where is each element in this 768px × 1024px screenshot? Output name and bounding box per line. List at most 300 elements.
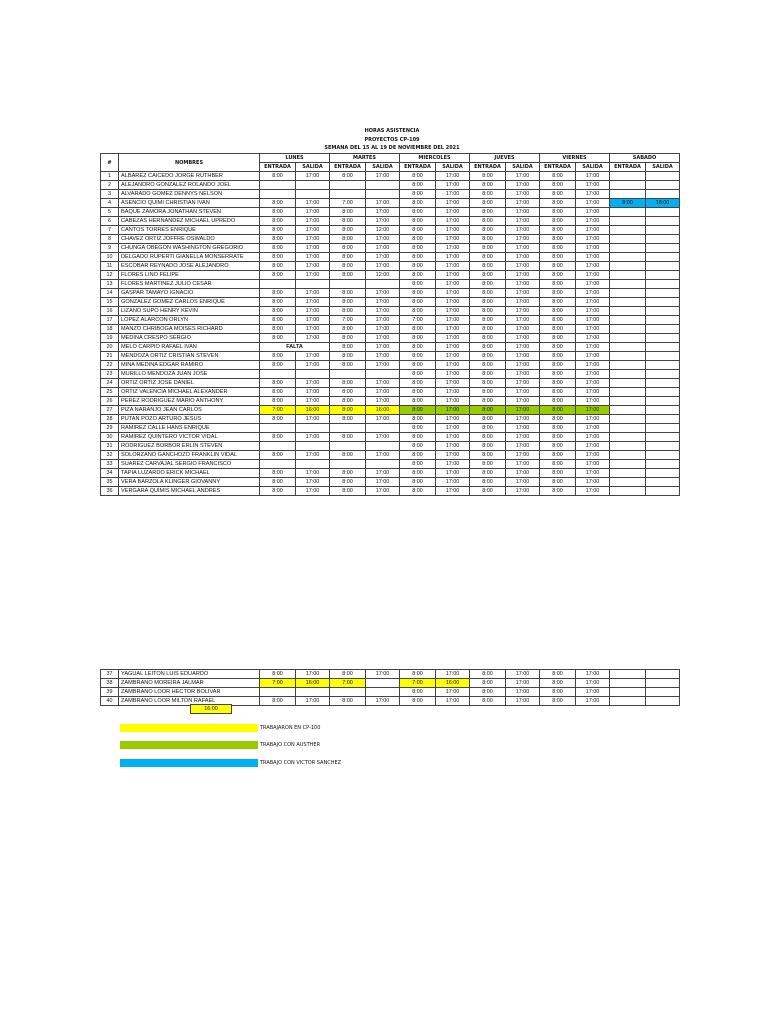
row-number: 9 — [101, 244, 119, 253]
salida-cell: 17:00 — [366, 253, 400, 262]
row-number: 20 — [101, 343, 119, 352]
salida-cell: 17:00 — [366, 208, 400, 217]
salida-cell: 17:00 — [436, 208, 470, 217]
salida-cell: 17:00 — [506, 679, 540, 688]
entrada-cell — [610, 262, 646, 271]
entrada-cell: 8:00 — [400, 442, 436, 451]
salida-cell: 17:00 — [436, 670, 470, 679]
entrada-cell: 8:00 — [470, 289, 506, 298]
table-row — [101, 451, 680, 460]
entrada-cell: 8:00 — [260, 388, 296, 397]
salida-cell: 17:00 — [296, 487, 330, 496]
salida-cell: 17:00 — [506, 442, 540, 451]
salida-cell: 17:00 — [436, 253, 470, 262]
row-number: 16 — [101, 307, 119, 316]
entrada-header: ENTRADA — [540, 163, 576, 172]
entrada-cell: 8:00 — [400, 487, 436, 496]
salida-cell: 17:00 — [576, 316, 610, 325]
entrada-cell: 8:00 — [260, 172, 296, 181]
entrada-cell: 8:00 — [330, 388, 366, 397]
employee-name: LIZANO SUPO HENRY KEVIN — [119, 307, 260, 316]
salida-cell: 17:00 — [436, 262, 470, 271]
salida-cell: 18:00 — [646, 199, 680, 208]
salida-cell: 17:00 — [576, 343, 610, 352]
table-row — [101, 190, 680, 199]
salida-cell: 17:00 — [576, 388, 610, 397]
salida-cell: 17:00 — [436, 397, 470, 406]
salida-cell: 17:00 — [436, 289, 470, 298]
row-number: 1 — [101, 172, 119, 181]
table-row — [101, 397, 680, 406]
salida-header: SALIDA — [366, 163, 400, 172]
employee-name: ZAMBRANO MOREIRA JALMAR — [119, 679, 260, 688]
entrada-cell: 8:00 — [540, 433, 576, 442]
table-row — [101, 679, 680, 688]
entrada-cell: 8:00 — [470, 478, 506, 487]
entrada-cell — [610, 235, 646, 244]
entrada-cell: 8:00 — [400, 451, 436, 460]
salida-cell — [646, 478, 680, 487]
attendance-table-continued — [100, 669, 680, 706]
salida-cell: 17:00 — [576, 670, 610, 679]
salida-cell — [366, 688, 400, 697]
table-row — [101, 262, 680, 271]
table-row — [101, 199, 680, 208]
employee-name: VERA BARZOLA KLINGER GIOVANNY — [119, 478, 260, 487]
salida-cell: 17:00 — [506, 424, 540, 433]
salida-cell: 17:00 — [506, 487, 540, 496]
salida-cell: 17:00 — [366, 172, 400, 181]
week-title: SEMANA DEL 15 AL 19 DE NOVIEMBRE DEL 2021 — [324, 145, 460, 151]
entrada-cell: 8:00 — [540, 235, 576, 244]
entrada-cell — [610, 298, 646, 307]
salida-cell: 17:00 — [436, 325, 470, 334]
salida-cell — [646, 280, 680, 289]
salida-cell — [366, 190, 400, 199]
salida-cell — [366, 460, 400, 469]
employee-name: DELGADO RUPERTI GIANELLA MONSERRATE — [119, 253, 260, 262]
salida-cell: 17:00 — [506, 226, 540, 235]
salida-cell — [646, 343, 680, 352]
attendance-table — [100, 153, 680, 496]
salida-cell: 17:00 — [296, 478, 330, 487]
salida-cell: 17:00 — [436, 271, 470, 280]
salida-cell: 17:00 — [436, 217, 470, 226]
entrada-cell: 8:00 — [260, 451, 296, 460]
salida-cell: 17:00 — [506, 352, 540, 361]
salida-cell — [646, 244, 680, 253]
entrada-cell: 8:00 — [470, 316, 506, 325]
salida-cell — [296, 688, 330, 697]
salida-cell: 17:00 — [576, 688, 610, 697]
entrada-cell: 8:00 — [330, 325, 366, 334]
table-row — [101, 487, 680, 496]
salida-cell: 17:00 — [436, 451, 470, 460]
entrada-cell: 8:00 — [470, 172, 506, 181]
entrada-cell: 8:00 — [330, 487, 366, 496]
table-row — [101, 406, 680, 415]
entrada-cell: 8:00 — [260, 289, 296, 298]
salida-cell: 17:00 — [576, 217, 610, 226]
entrada-cell: 8:00 — [540, 370, 576, 379]
employee-name: MENDOZA ORTIZ CRISTIAN STEVEN — [119, 352, 260, 361]
salida-cell: 17:00 — [436, 181, 470, 190]
entrada-cell: 8:00 — [470, 262, 506, 271]
salida-cell — [646, 451, 680, 460]
row-number: 28 — [101, 415, 119, 424]
entrada-cell: 8:00 — [470, 670, 506, 679]
table-row — [101, 181, 680, 190]
salida-cell: 17:00 — [576, 262, 610, 271]
entrada-cell — [260, 688, 296, 697]
row-number: 3 — [101, 190, 119, 199]
entrada-cell: 8:00 — [400, 469, 436, 478]
salida-cell: 17:00 — [576, 370, 610, 379]
employee-name: ALEJANDRO GONZALEZ ROLANDO JOEL — [119, 181, 260, 190]
salida-cell: 17:00 — [366, 388, 400, 397]
entrada-cell: 8:00 — [540, 226, 576, 235]
salida-cell: 17:00 — [576, 406, 610, 415]
entrada-cell — [330, 370, 366, 379]
row-number: 8 — [101, 235, 119, 244]
entrada-cell: 8:00 — [540, 307, 576, 316]
salida-cell: 17:00 — [506, 289, 540, 298]
entrada-header: ENTRADA — [260, 163, 296, 172]
salida-cell: 17:00 — [366, 478, 400, 487]
salida-cell — [646, 460, 680, 469]
entrada-header: ENTRADA — [610, 163, 646, 172]
salida-cell — [646, 172, 680, 181]
salida-cell: 17:00 — [506, 208, 540, 217]
entrada-cell — [610, 244, 646, 253]
salida-cell — [296, 424, 330, 433]
salida-cell: 17:00 — [436, 172, 470, 181]
employee-name: TAPIA LUZARDO ERICK MICHAEL — [119, 469, 260, 478]
salida-cell: 17:00 — [366, 298, 400, 307]
salida-cell: 17:00 — [576, 361, 610, 370]
entrada-cell: 7:00 — [260, 679, 296, 688]
salida-cell: 17:00 — [576, 379, 610, 388]
salida-cell: 17:00 — [436, 697, 470, 706]
entrada-cell — [610, 406, 646, 415]
salida-cell: 17:00 — [506, 460, 540, 469]
entrada-cell: 8:00 — [260, 226, 296, 235]
table-row — [101, 460, 680, 469]
entrada-cell: 8:00 — [540, 280, 576, 289]
entrada-cell — [610, 253, 646, 262]
table-row — [101, 343, 680, 352]
entrada-cell: 8:00 — [470, 697, 506, 706]
salida-cell: 17:00 — [506, 697, 540, 706]
row-number: 33 — [101, 460, 119, 469]
salida-cell: 17:00 — [576, 487, 610, 496]
entrada-cell: 8:00 — [330, 343, 366, 352]
salida-cell — [646, 208, 680, 217]
entrada-cell — [610, 271, 646, 280]
employee-name: BAQUE ZAMORA JONATHAN STEVEN — [119, 208, 260, 217]
salida-cell: 17:00 — [366, 397, 400, 406]
salida-cell: 17:00 — [296, 697, 330, 706]
employee-name: PUTAN POZO ARTURO JESUS — [119, 415, 260, 424]
entrada-cell: 8:00 — [400, 688, 436, 697]
salida-cell: 17:00 — [506, 244, 540, 253]
legend-label-yellow: TRABAJARON EN CP-100 — [260, 725, 321, 731]
entrada-cell: 8:00 — [400, 253, 436, 262]
salida-cell — [646, 397, 680, 406]
entrada-cell — [610, 334, 646, 343]
salida-cell: 17:00 — [506, 478, 540, 487]
entrada-cell: 8:00 — [470, 253, 506, 262]
entrada-cell: 8:00 — [540, 244, 576, 253]
entrada-cell: 8:00 — [260, 199, 296, 208]
entrada-cell: 8:00 — [260, 208, 296, 217]
entrada-cell: 8:00 — [540, 487, 576, 496]
employee-name: MELO CARPIO RAFAEL IVAN — [119, 343, 260, 352]
salida-cell: 17:00 — [506, 343, 540, 352]
entrada-cell: 8:00 — [260, 298, 296, 307]
salida-cell — [646, 433, 680, 442]
employee-name: ALBAREZ CAICEDO JORGE RUTHBER — [119, 172, 260, 181]
salida-cell: 17:00 — [296, 469, 330, 478]
salida-cell: 16:00 — [296, 679, 330, 688]
salida-cell: 17:00 — [296, 298, 330, 307]
salida-cell: 17:00 — [296, 433, 330, 442]
salida-cell: 17:00 — [506, 235, 540, 244]
row-number: 37 — [101, 670, 119, 679]
entrada-cell: 8:00 — [330, 289, 366, 298]
entrada-cell: 8:00 — [470, 379, 506, 388]
entrada-cell: 8:00 — [540, 208, 576, 217]
entrada-cell — [260, 442, 296, 451]
salida-cell — [646, 469, 680, 478]
salida-cell — [646, 190, 680, 199]
entrada-cell: 8:00 — [400, 298, 436, 307]
salida-cell: 17:00 — [576, 244, 610, 253]
entrada-cell — [610, 370, 646, 379]
salida-cell — [646, 415, 680, 424]
day-header-martes: MARTES — [330, 154, 400, 163]
table-row — [101, 370, 680, 379]
salida-cell: 17:00 — [576, 190, 610, 199]
salida-cell — [646, 325, 680, 334]
salida-cell — [646, 406, 680, 415]
salida-cell: 17:00 — [296, 334, 330, 343]
entrada-cell: 8:00 — [540, 679, 576, 688]
employee-name: CANTOS TORRES ENRIQUE — [119, 226, 260, 235]
salida-cell: 17:00 — [296, 271, 330, 280]
entrada-cell: 8:00 — [470, 325, 506, 334]
entrada-cell: 8:00 — [540, 172, 576, 181]
entrada-cell: 7:00 — [260, 406, 296, 415]
row-number: 38 — [101, 679, 119, 688]
absence-cell: FALTA — [260, 343, 330, 352]
entrada-cell: 8:00 — [400, 388, 436, 397]
entrada-cell: 8:00 — [330, 262, 366, 271]
entrada-cell: 8:00 — [470, 415, 506, 424]
table-row — [101, 271, 680, 280]
salida-cell: 17:00 — [506, 397, 540, 406]
salida-cell: 17:00 — [436, 370, 470, 379]
entrada-cell: 8:00 — [400, 172, 436, 181]
entrada-cell: 8:00 — [470, 280, 506, 289]
salida-cell: 17:00 — [576, 208, 610, 217]
salida-cell: 17:00 — [576, 424, 610, 433]
salida-cell — [366, 181, 400, 190]
salida-header: SALIDA — [436, 163, 470, 172]
salida-header: SALIDA — [296, 163, 330, 172]
entrada-cell: 8:00 — [540, 289, 576, 298]
salida-cell: 17:00 — [296, 208, 330, 217]
entrada-cell — [610, 415, 646, 424]
salida-cell: 17:00 — [506, 361, 540, 370]
row-number: 23 — [101, 370, 119, 379]
row-number: 25 — [101, 388, 119, 397]
entrada-cell: 7:00 — [400, 316, 436, 325]
entrada-cell — [330, 442, 366, 451]
entrada-cell: 8:00 — [540, 388, 576, 397]
col-num-header: # — [101, 154, 119, 172]
day-header-miercoles: MIERCOLES — [400, 154, 470, 163]
legend-label-blue: TRABAJO CON VICTOR SANCHEZ — [260, 760, 342, 766]
salida-cell: 17:00 — [296, 397, 330, 406]
employee-name: GASPAR TAMAYO IGNACIO — [119, 289, 260, 298]
entrada-cell: 8:00 — [540, 688, 576, 697]
salida-cell — [646, 226, 680, 235]
entrada-cell: 8:00 — [470, 451, 506, 460]
salida-cell: 17:00 — [506, 316, 540, 325]
row-number: 24 — [101, 379, 119, 388]
salida-cell: 17:00 — [296, 670, 330, 679]
entrada-cell: 8:00 — [330, 433, 366, 442]
entrada-cell: 8:00 — [400, 424, 436, 433]
employee-name: MANZO CHRIBOGA MOISES RICHARD — [119, 325, 260, 334]
employee-name: ORTIZ ORTIZ JOSE DANIEL — [119, 379, 260, 388]
entrada-cell: 8:00 — [330, 235, 366, 244]
salida-cell — [646, 361, 680, 370]
entrada-cell: 8:00 — [400, 226, 436, 235]
salida-cell: 17:00 — [436, 688, 470, 697]
salida-cell: 17:00 — [576, 226, 610, 235]
salida-cell: 17:00 — [506, 415, 540, 424]
entrada-cell — [610, 478, 646, 487]
entrada-cell: 8:00 — [470, 442, 506, 451]
entrada-cell: 8:00 — [540, 316, 576, 325]
salida-cell: 17:00 — [506, 433, 540, 442]
entrada-cell: 8:00 — [470, 334, 506, 343]
entrada-cell: 8:00 — [540, 325, 576, 334]
entrada-cell: 8:00 — [540, 253, 576, 262]
row-number: 22 — [101, 361, 119, 370]
employee-name: FLORES LINO FELIPE — [119, 271, 260, 280]
salida-cell: 17:00 — [436, 478, 470, 487]
table-row — [101, 244, 680, 253]
legend-swatch-blue — [120, 759, 258, 767]
entrada-cell: 8:00 — [400, 190, 436, 199]
salida-cell: 17:00 — [366, 199, 400, 208]
row-number: 7 — [101, 226, 119, 235]
table-row — [101, 316, 680, 325]
entrada-cell — [610, 451, 646, 460]
salida-cell — [646, 298, 680, 307]
entrada-cell: 7:00 — [330, 316, 366, 325]
salida-cell: 17:00 — [576, 253, 610, 262]
employee-name: ASENCIO QUIMI CHRISTIAN IVAN — [119, 199, 260, 208]
salida-cell: 17:00 — [436, 388, 470, 397]
entrada-cell — [610, 397, 646, 406]
entrada-cell: 8:00 — [400, 307, 436, 316]
salida-cell: 17:00 — [436, 424, 470, 433]
entrada-cell: 8:00 — [330, 478, 366, 487]
salida-cell: 17:00 — [436, 460, 470, 469]
entrada-cell — [330, 688, 366, 697]
salida-cell: 17:00 — [506, 298, 540, 307]
col-name-header: NOMBRES — [119, 154, 260, 172]
entrada-cell: 8:00 — [540, 424, 576, 433]
employee-name: LOPEZ ALARCON ORLYN — [119, 316, 260, 325]
entrada-cell — [610, 460, 646, 469]
salida-cell — [646, 679, 680, 688]
table-row — [101, 334, 680, 343]
salida-cell: 17:00 — [506, 253, 540, 262]
employee-name: YAGUAL LEITON LUIS EDUARDO — [119, 670, 260, 679]
table-row — [101, 478, 680, 487]
entrada-cell: 8:00 — [400, 460, 436, 469]
salida-cell: 17:00 — [576, 334, 610, 343]
salida-cell — [646, 370, 680, 379]
employee-name: RODRIGUEZ BORBOR ERLIN STEVEN — [119, 442, 260, 451]
entrada-cell — [610, 217, 646, 226]
entrada-cell: 8:00 — [330, 253, 366, 262]
table-row — [101, 280, 680, 289]
entrada-cell: 8:00 — [540, 271, 576, 280]
entrada-cell: 8:00 — [330, 172, 366, 181]
table-row — [101, 697, 680, 706]
table-row — [101, 226, 680, 235]
row-number: 18 — [101, 325, 119, 334]
entrada-cell: 8:00 — [330, 307, 366, 316]
salida-cell: 17:00 — [296, 217, 330, 226]
entrada-cell: 8:00 — [260, 262, 296, 271]
employee-name: CABEZAS HERNANDEZ MICHAEL UPREDO — [119, 217, 260, 226]
salida-cell — [296, 181, 330, 190]
attendance-rows-continued — [101, 670, 680, 706]
salida-cell — [296, 280, 330, 289]
entrada-cell: 8:00 — [330, 361, 366, 370]
salida-cell: 17:00 — [366, 670, 400, 679]
entrada-cell: 8:00 — [400, 217, 436, 226]
table-row — [101, 424, 680, 433]
salida-cell: 17:00 — [296, 415, 330, 424]
salida-cell: 17:00 — [506, 280, 540, 289]
row-number: 17 — [101, 316, 119, 325]
salida-cell: 17:00 — [296, 325, 330, 334]
salida-cell: 17:00 — [506, 388, 540, 397]
salida-cell: 17:00 — [296, 379, 330, 388]
entrada-cell: 8:00 — [260, 253, 296, 262]
entrada-cell: 8:00 — [400, 289, 436, 298]
entrada-cell: 8:00 — [610, 199, 646, 208]
entrada-cell: 8:00 — [260, 244, 296, 253]
entrada-cell: 8:00 — [400, 670, 436, 679]
entrada-cell: 8:00 — [470, 199, 506, 208]
entrada-cell — [610, 172, 646, 181]
salida-cell: 17:00 — [576, 442, 610, 451]
employee-name: ESCOBAR REYNADO JOSE ALEJANDRO — [119, 262, 260, 271]
table-row — [101, 688, 680, 697]
entrada-cell: 8:00 — [470, 370, 506, 379]
salida-cell: 17:00 — [576, 172, 610, 181]
entrada-cell: 8:00 — [330, 352, 366, 361]
